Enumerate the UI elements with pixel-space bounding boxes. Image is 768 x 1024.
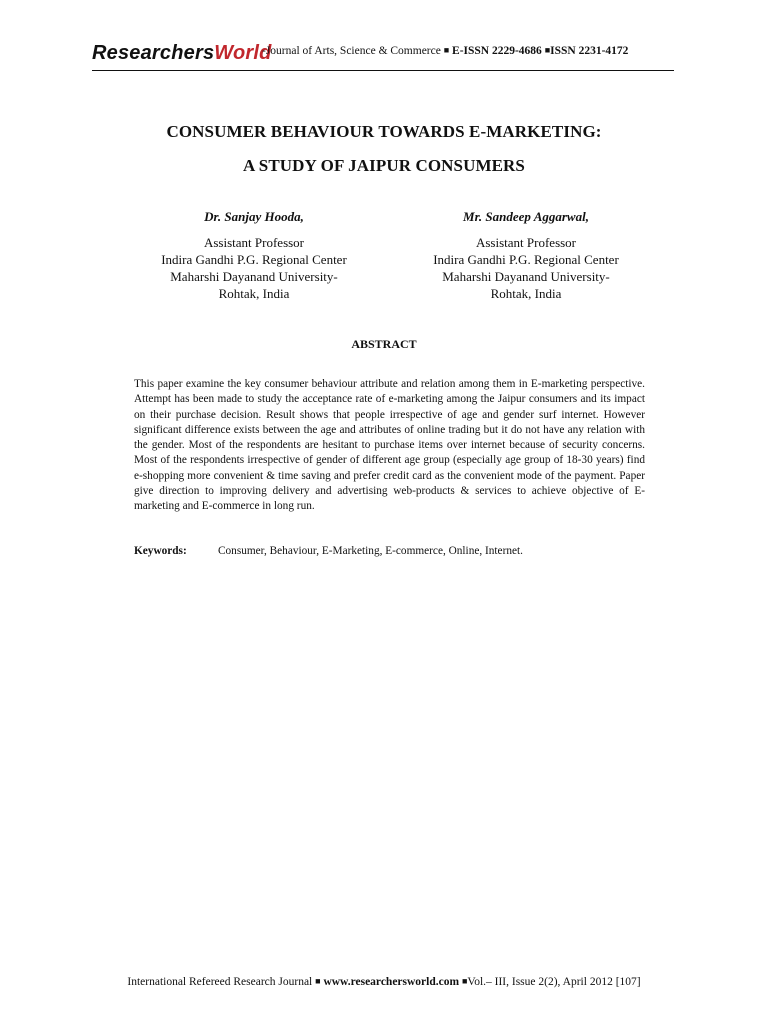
square-bullet-icon: ■ [544,45,551,55]
abstract-body: This paper examine the key consumer behaviour attribute and relation among them in E-marketing perspective. Attempt has been made to study the acceptance rate of e-marketing among the Jaipur consumers and its impact on their purchase decision. Result shows that people irrespective of age and gender surf internet. However significant difference exists between the age and attributes of online trading but it do not have any relation with the gender. Most of the respondents are hesitant to purchase items over internet because of security concerns. Most of the respondents irrespective of gender of different age group (especially age group of 18-30 years) find e-shopping more convenient & time saving and prefer credit card as the convenient mode of the payment. Paper give direction to improving delivery and advertising web-products & services to achieve objective of E-marketing and E-commerce in long run. [134,378,645,513]
author-block [114,208,394,302]
journal-info-line [262,45,628,57]
footer-website-link[interactable]: www.researchersworld.com [323,976,460,988]
journal-header [92,40,672,70]
researchersworld-logo: ResearchersWorld [92,42,272,64]
footer-volume: Vol.– III, Issue 2(2), April 2012 [467,976,613,988]
eissn-number: E-ISSN 2229-4686 [452,45,542,57]
page-number: [107] [615,976,641,988]
author-university: Maharshi Dayanand University- [442,269,610,284]
keywords-line [134,545,654,557]
paper-title-line-2: A STUDY OF JAIPUR CONSUMERS [243,156,525,175]
paper-title-line-1: CONSUMER BEHAVIOUR TOWARDS E-MARKETING: [166,122,602,141]
author-name: Mr. Sandeep Aggarwal, [463,209,589,224]
author-role: Assistant Professor [203,235,305,250]
square-bullet-icon: ■ [443,45,450,55]
author-center: Indira Gandhi P.G. Regional Center [433,252,619,267]
author-block [386,208,666,302]
author-university: Maharshi Dayanand University- [170,269,338,284]
author-location: Rohtak, India [218,286,290,301]
square-bullet-icon: ■ [461,976,468,986]
author-center: Indira Gandhi P.G. Regional Center [161,252,347,267]
square-bullet-icon: ■ [315,976,321,986]
page-footer [0,976,768,988]
journal-name: -Journal of Arts, Science & Commerce [262,45,441,57]
author-role: Assistant Professor [475,235,577,250]
keywords-label: Keywords: [134,545,187,557]
abstract-heading: ABSTRACT [351,337,417,351]
header-divider [92,70,674,71]
footer-journal: International Refereed Research Journal [127,976,313,988]
keywords-text: Consumer, Behaviour, E-Marketing, E-commerce, Online, Internet. [218,545,523,557]
author-name: Dr. Sanjay Hooda, [204,209,304,224]
issn-number: ISSN 2231-4172 [550,45,629,57]
author-location: Rohtak, India [490,286,562,301]
